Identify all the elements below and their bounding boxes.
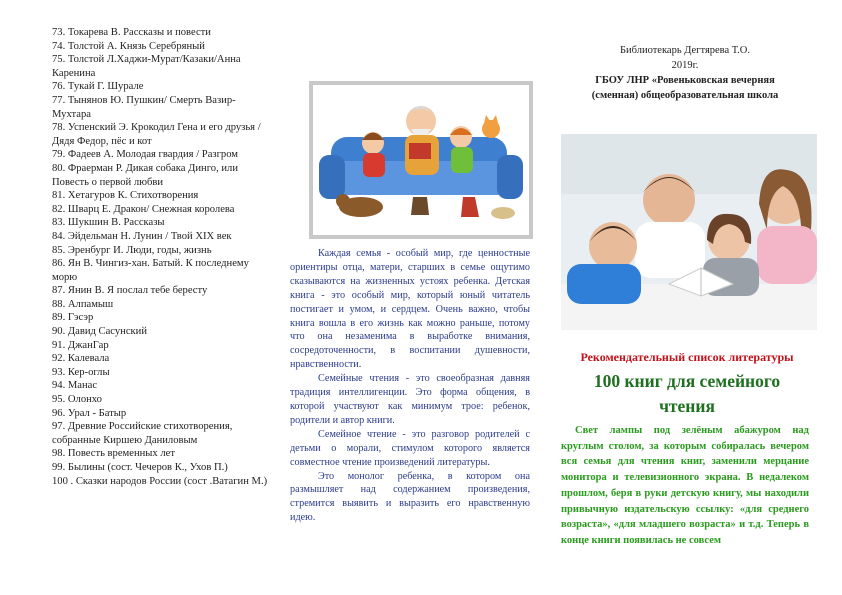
list-item: 84. Эйдельман Н. Лунин / Твой XIX век xyxy=(52,230,232,242)
list-item: 87. Янин В. Я послал тебе бересту xyxy=(52,285,208,297)
list-item: 77. Тынянов Ю. Пушкин/ Смерть Вазир-Мухтара xyxy=(52,94,236,120)
family-photo xyxy=(561,134,817,330)
list-item: 80. Фраерман Р. Дикая собака Динго, или Повесть о первой любви xyxy=(52,162,239,188)
year: 2019г. xyxy=(671,60,699,71)
title-line: 100 книг для семейного xyxy=(593,371,781,391)
family-reading-illustration xyxy=(309,81,533,239)
list-item: 79. Фадеев А. Молодая гвардия / Разгром xyxy=(52,149,239,161)
recommend-heading: Рекомендательный список литературы xyxy=(580,350,794,364)
intro-text xyxy=(290,247,530,525)
page-title xyxy=(561,369,813,419)
intro-paragraph: Это монолог ребенка, в котором она размышляет над содержанием произведения, стремится выявить и выразить его нравственную идею. xyxy=(290,470,530,524)
list-item: 94. Манас xyxy=(52,380,98,392)
author-header xyxy=(561,43,809,103)
school-name-line2: (сменная) общеобразовательная школа xyxy=(591,90,779,101)
intro-paragraph: Семейные чтения - это своеобразная давняя традиция интеллигенции. Это форма общения, в которой участвуют как минимум трое: ребенок, родители и автор книги. xyxy=(290,373,530,426)
list-item: 76. Тукай Г. Шурале xyxy=(52,81,144,93)
list-item: 89. Гэсэр xyxy=(52,312,94,324)
green-intro-text: Свет лампы под зелёным абажуром над круглым столом, за которым собиралась вечером вся семья для чтения книг, заменили мерцание монитора и телевизионного экрана. В недалеком прошлом, беря в руки детскую книгу, мы находили привычную издательскую ссылку: «для среднего возраста», «для младшего возраста» и т.д. Теперь в конце книги появилась не совсем xyxy=(561,425,809,546)
list-item: 88. Алпамыш xyxy=(52,298,114,310)
intro-paragraph: Семейное чтение - это разговор родителей с детьми о морали, стимулом которого является совместное чтение произведений литературы. xyxy=(290,428,530,468)
list-item: 78. Успенский Э. Крокодил Гена и его друзья / Дядя Федор, пёс и кот xyxy=(52,122,261,147)
intro-paragraph: Каждая семья - особый мир, где ценностные ориентиры отца, матери, старших в семье ощутимо сказываются на жизненных устоях ребенка. Детская книга - это особый мир, который юный читатель постигает и умом, и сердцем. Очень важно, чтобы книга вошла в его жизнь как можно раньше, потому что она незаменима в выработке внимания, сосредоточенности, в воспитании душевности, нравственности. xyxy=(290,248,530,371)
list-item: 93. Кер-оглы xyxy=(52,366,110,378)
list-item: 96. Урал - Батыр xyxy=(52,407,127,419)
list-item: 81. Хетагуров К. Стихотворения xyxy=(52,190,199,202)
book-list xyxy=(52,26,274,488)
list-item: 99. Былины (сост. Чечеров К., Ухов П.) xyxy=(52,462,228,473)
title-column xyxy=(561,0,842,595)
list-item: 86. Ян В. Чингиз-хан. Батый. К последнему морю xyxy=(52,258,249,283)
book-list-column xyxy=(0,0,281,595)
school-name-line1: ГБОУ ЛНР «Ровеньковская вечерняя xyxy=(595,75,775,86)
list-item: 98. Повесть временных лет xyxy=(52,448,175,460)
list-item: 85. Эренбург И. Люди, годы, жизнь xyxy=(52,244,212,256)
list-item: 97. Древние Российские стихотворения, собранные Киршею Даниловым xyxy=(52,421,233,446)
list-item: 75. Толстой Л.Хаджи-Мурат/Казаки/Анна Каренина xyxy=(52,54,241,79)
family-reading-photo xyxy=(561,134,817,330)
list-item: 82. Шварц Е. Дракон/ Снежная королева xyxy=(52,203,235,215)
list-item: 92. Калевала xyxy=(52,353,110,365)
title-line: чтения xyxy=(659,396,715,416)
intro-column xyxy=(281,0,561,595)
list-item: 91. ДжанГар xyxy=(52,339,109,351)
list-item: 90. Давид Сасунский xyxy=(52,326,148,338)
list-item: 95. Олонхо xyxy=(52,394,102,406)
list-item: 74. Толстой А. Князь Серебряный xyxy=(52,40,205,52)
list-item: 100 . Сказки народов России (сост .Ватагин М.) xyxy=(52,475,268,487)
cartoon-family-image xyxy=(313,85,529,235)
list-item: 83. Шукшин В. Рассказы xyxy=(52,217,165,229)
librarian-name: Библиотекарь Дегтярева Т.О. xyxy=(620,45,750,56)
list-item: 73. Токарева В. Рассказы и повести xyxy=(52,27,211,38)
